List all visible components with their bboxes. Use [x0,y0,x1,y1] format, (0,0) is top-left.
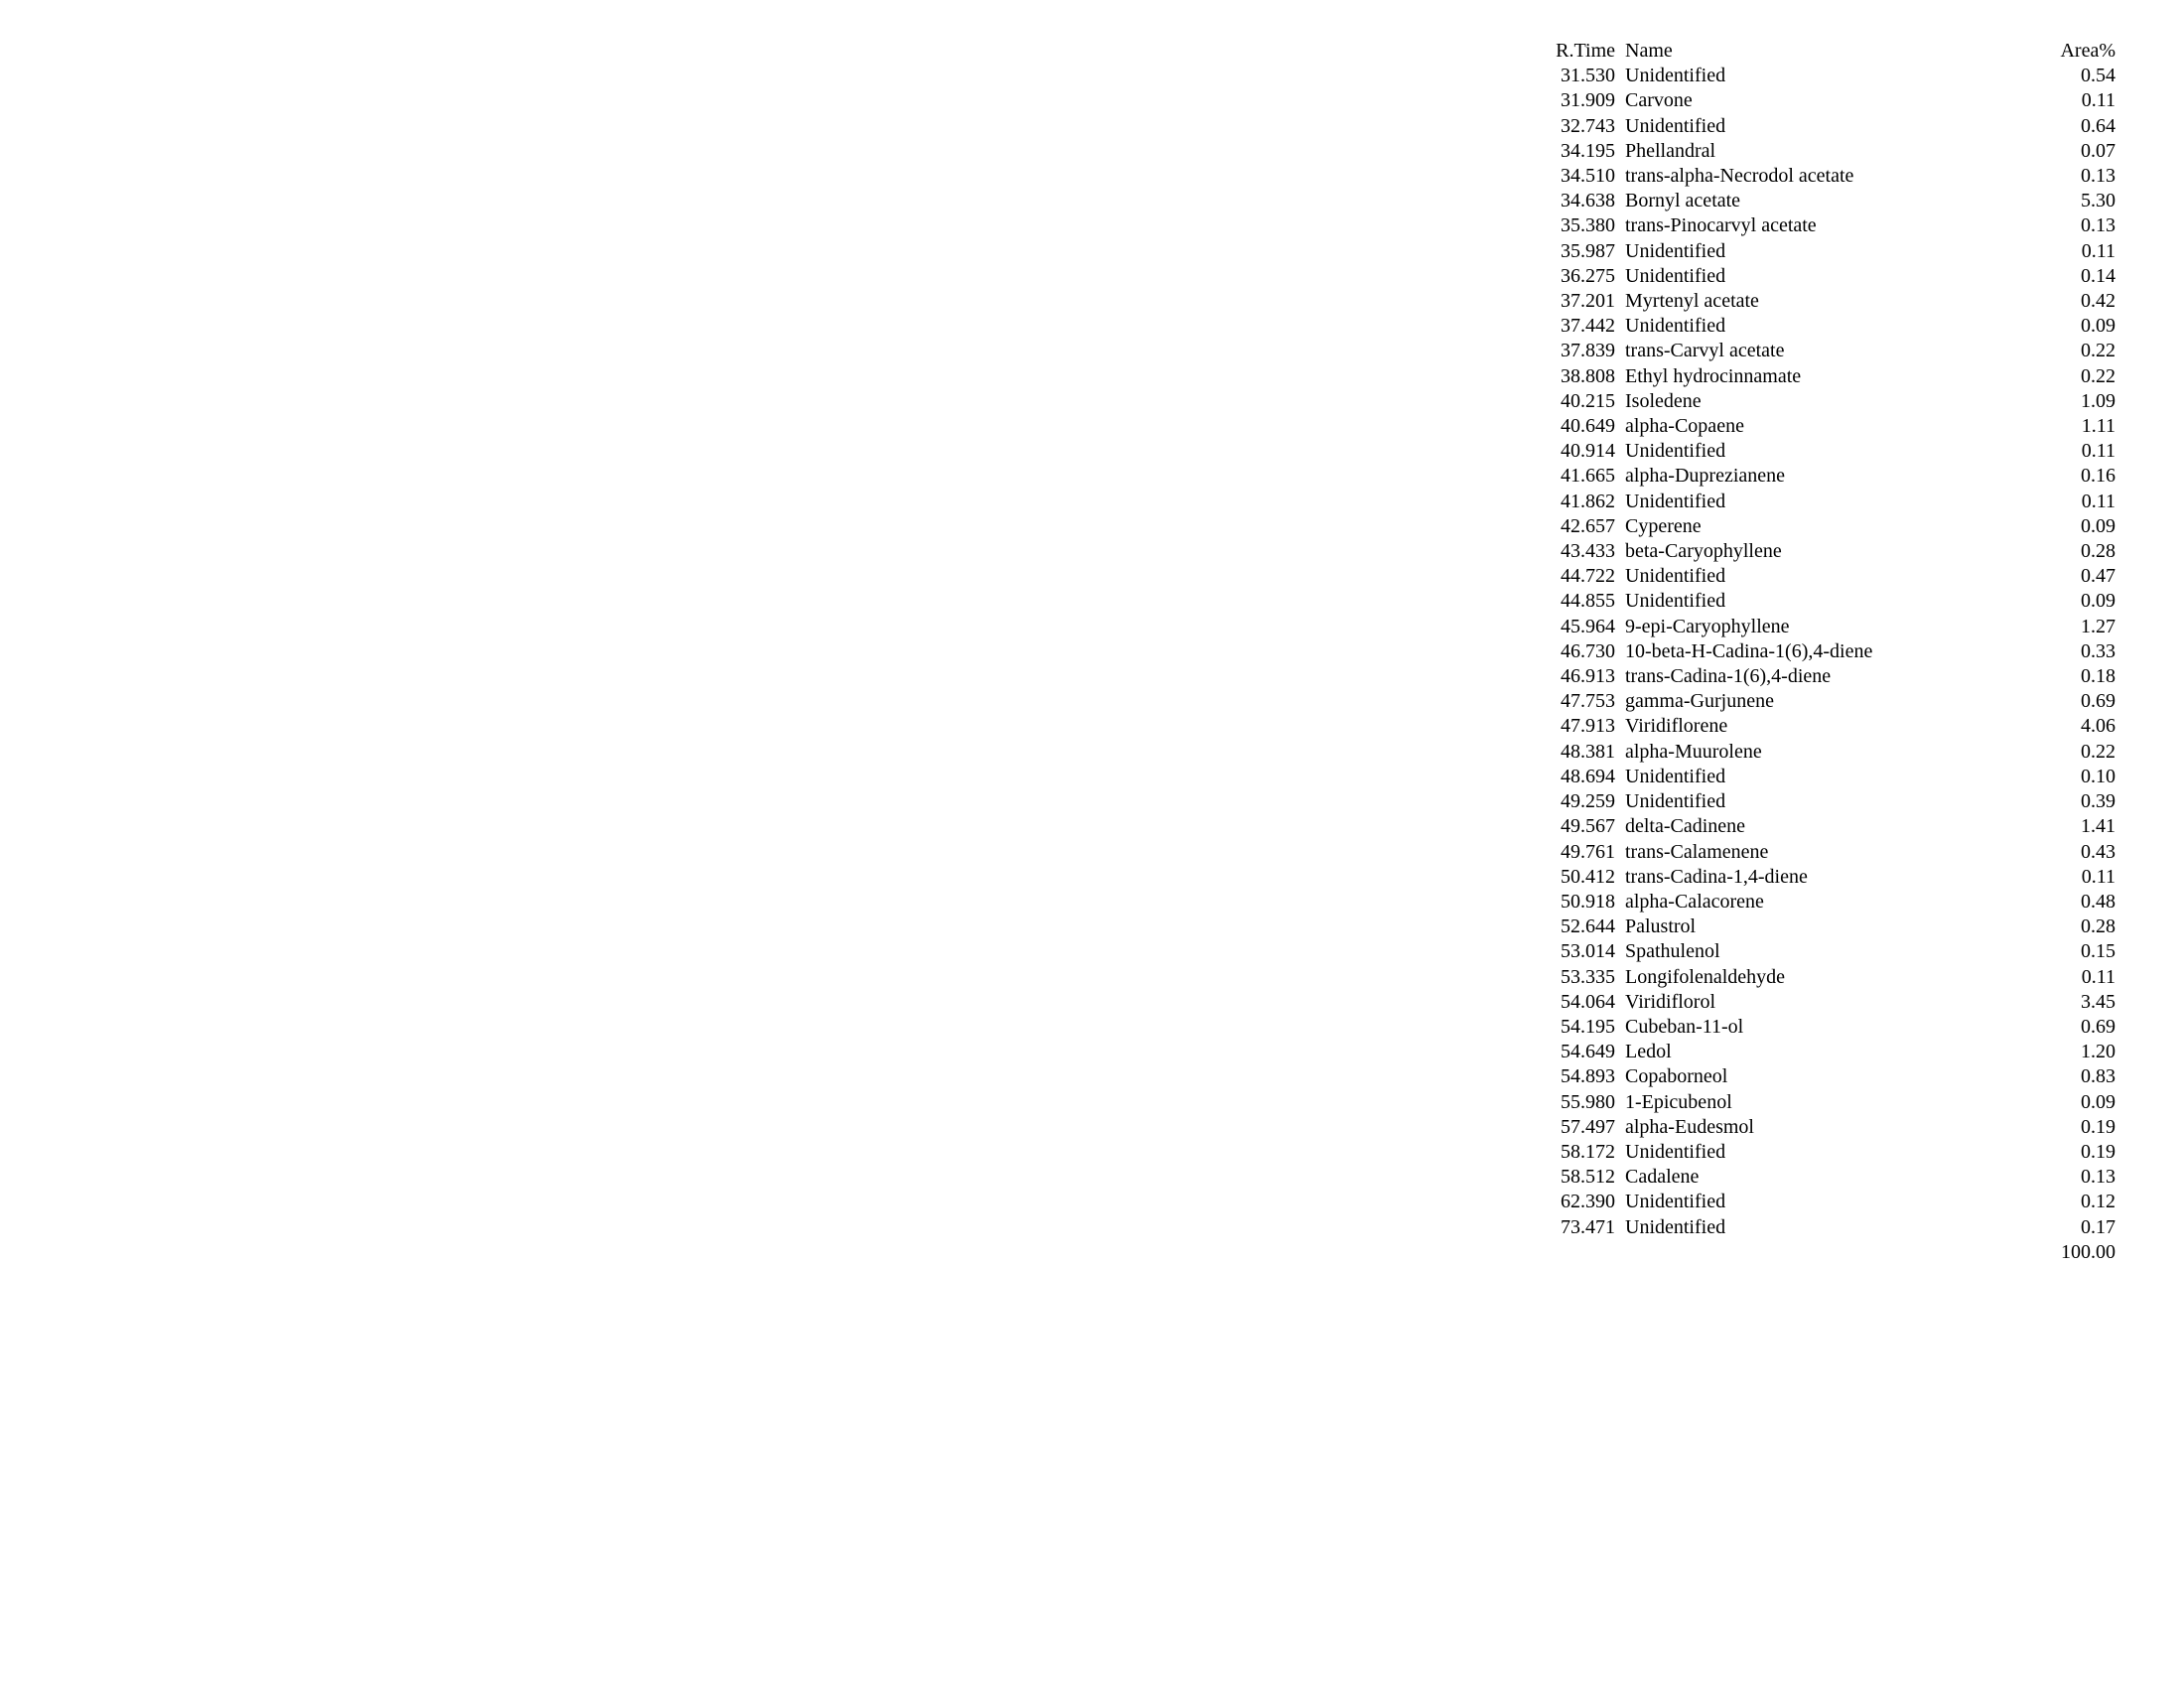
area-percent-cell: 0.10 [2081,765,2116,787]
compound-name-cell: trans-Cadina-1,4-diene [1625,865,1808,888]
table-row [1542,64,2116,88]
retention-time-cell: 45.964 [1561,615,1615,637]
area-percent-cell: 0.07 [2081,139,2116,162]
area-percent-cell: 0.28 [2081,915,2116,938]
area-percent-cell: 0.12 [2081,1191,2116,1213]
retention-time-cell: 37.201 [1561,290,1615,313]
compound-name-cell: 10-beta-H-Cadina-1(6),4-diene [1625,639,1873,662]
area-percent-cell: 0.11 [2081,239,2116,262]
retention-time-cell: 53.014 [1561,940,1615,963]
compound-name-cell: alpha-Copaene [1625,415,1744,438]
area-percent-cell: 1.09 [2081,389,2116,412]
table-row [1542,239,2116,264]
retention-time-cell: 50.918 [1561,890,1615,913]
compound-name-cell: Unidentified [1625,315,1726,338]
compound-name-cell: Carvone [1625,89,1693,112]
compound-name-cell: Isoledene [1625,389,1702,412]
retention-time-cell: 32.743 [1561,114,1615,137]
compound-name-cell: Spathulenol [1625,940,1720,963]
table-row [1542,1040,2116,1064]
table-row [1542,589,2116,614]
retention-time-cell: 54.893 [1561,1065,1615,1088]
area-percent-cell: 0.47 [2081,565,2116,588]
area-percent-cell: 0.48 [2081,890,2116,913]
table-row [1542,213,2116,238]
retention-time-cell: 46.730 [1561,639,1615,662]
area-percent-cell: 3.45 [2081,990,2116,1013]
table-row [1542,639,2116,664]
table-row [1542,88,2116,113]
table-row [1542,139,2116,164]
table-row [1542,289,2116,314]
compound-name-cell: Viridiflorol [1625,990,1716,1013]
compound-name-cell: Palustrol [1625,915,1697,938]
retention-time-cell: 50.412 [1561,865,1615,888]
compound-name-cell: Cubeban-11-ol [1625,1015,1744,1038]
retention-time-cell: 44.722 [1561,565,1615,588]
compound-name-cell: Viridiflorene [1625,715,1728,738]
area-percent-cell: 0.15 [2081,940,2116,963]
retention-time-cell: 34.510 [1561,165,1615,188]
total-empty-cell [1542,1240,1615,1265]
retention-time-cell: 55.980 [1561,1090,1615,1113]
compound-name-cell: alpha-Calacorene [1625,890,1764,913]
compound-name-cell: Ethyl hydrocinnamate [1625,364,1802,387]
compound-name-cell: gamma-Gurjunene [1625,690,1774,713]
area-percent-cell: 0.11 [2081,490,2116,512]
compound-name-cell: trans-Pinocarvyl acetate [1625,214,1817,237]
retention-time-cell: 73.471 [1561,1215,1615,1238]
table-row [1542,965,2116,990]
retention-time-cell: 52.644 [1561,915,1615,938]
compound-name-cell: Unidentified [1625,590,1726,613]
area-percent-cell: 0.39 [2081,790,2116,813]
table-row [1542,314,2116,339]
area-percent-cell: 0.22 [2081,740,2116,763]
area-percent-cell: 0.13 [2081,1166,2116,1189]
table-row [1542,189,2116,213]
table-row [1542,539,2116,564]
compound-name-cell: Unidentified [1625,1191,1726,1213]
compound-name-cell: Cadalene [1625,1166,1700,1189]
area-percent-cell: 0.09 [2081,590,2116,613]
retention-time-cell: 48.694 [1561,765,1615,787]
retention-time-cell: 47.913 [1561,715,1615,738]
total-row [1542,1240,2116,1265]
table-row [1542,714,2116,739]
retention-time-cell: 40.215 [1561,389,1615,412]
compound-name-cell: Unidentified [1625,239,1726,262]
retention-time-cell: 58.172 [1561,1140,1615,1163]
area-percent-cell: 0.22 [2081,340,2116,362]
table-header [1542,39,2116,64]
compound-name-cell: delta-Cadinene [1625,815,1746,838]
retention-time-cell: 40.914 [1561,440,1615,463]
compound-name-cell: Myrtenyl acetate [1625,290,1759,313]
retention-time-cell: 54.064 [1561,990,1615,1013]
retention-time-cell: 54.195 [1561,1015,1615,1038]
table-row [1542,789,2116,814]
compound-name-cell: Ledol [1625,1041,1672,1063]
retention-time-cell: 49.761 [1561,840,1615,863]
table-row [1542,990,2116,1015]
area-percent-cell: 0.54 [2081,65,2116,87]
table-row [1542,564,2116,589]
retention-time-cell: 35.987 [1561,239,1615,262]
retention-time-cell: 31.909 [1561,89,1615,112]
table-body [1542,64,2116,1240]
table-row [1542,414,2116,439]
table-row [1542,615,2116,639]
compound-name-cell: Unidentified [1625,440,1726,463]
area-percent-cell: 0.09 [2081,1090,2116,1113]
area-percent-cell: 0.69 [2081,1015,2116,1038]
area-percent-cell: 0.11 [2081,440,2116,463]
retention-time-cell: 37.839 [1561,340,1615,362]
table-row [1542,689,2116,714]
total-empty-cell [1615,1240,2020,1265]
compound-name-cell: Unidentified [1625,790,1726,813]
table-row [1542,914,2116,939]
area-percent-cell: 0.14 [2081,264,2116,287]
compound-name-cell: Longifolenaldehyde [1625,965,1786,988]
compound-name-cell: Unidentified [1625,114,1726,137]
area-percent-cell: 1.11 [2081,415,2116,438]
table-row [1542,1090,2116,1115]
compound-name-cell: beta-Caryophyllene [1625,540,1782,563]
compound-name-cell: trans-Cadina-1(6),4-diene [1625,665,1832,688]
area-percent-cell: 0.11 [2081,965,2116,988]
compound-name-cell: alpha-Duprezianene [1625,465,1786,488]
retention-time-cell: 53.335 [1561,965,1615,988]
area-percent-cell: 1.27 [2081,615,2116,637]
retention-time-cell: 34.638 [1561,190,1615,212]
area-percent-cell: 0.13 [2081,165,2116,188]
compound-name-cell: Unidentified [1625,65,1726,87]
area-percent-cell: 0.83 [2081,1065,2116,1088]
compound-name-cell: Unidentified [1625,264,1726,287]
table-row [1542,1215,2116,1240]
table-row [1542,514,2116,539]
retention-time-cell: 35.380 [1561,214,1615,237]
area-percent-cell: 0.42 [2081,290,2116,313]
retention-time-cell: 37.442 [1561,315,1615,338]
table-row [1542,164,2116,189]
retention-time-cell: 49.567 [1561,815,1615,838]
retention-time-cell: 46.913 [1561,665,1615,688]
compound-name-cell: Bornyl acetate [1625,190,1741,212]
compound-name-cell: Unidentified [1625,1140,1726,1163]
compound-name-cell: alpha-Eudesmol [1625,1115,1754,1138]
retention-time-cell: 54.649 [1561,1041,1615,1063]
table-row [1542,765,2116,789]
table-row [1542,114,2116,139]
area-percent-cell: 0.16 [2081,465,2116,488]
compound-name-cell: Phellandral [1625,139,1716,162]
retention-time-cell: 62.390 [1561,1191,1615,1213]
area-percent-cell: 0.64 [2081,114,2116,137]
compound-name-cell: Unidentified [1625,490,1726,512]
table-row [1542,740,2116,765]
header-retention-time: R.Time [1556,40,1615,62]
table-row [1542,1015,2116,1040]
compound-name-cell: trans-alpha-Necrodol acetate [1625,165,1854,188]
compound-name-cell: Unidentified [1625,565,1726,588]
retention-time-cell: 49.259 [1561,790,1615,813]
area-percent-cell: 0.11 [2081,865,2116,888]
compound-name-cell: trans-Carvyl acetate [1625,340,1785,362]
retention-time-cell: 42.657 [1561,514,1615,537]
compound-name-cell: 1-Epicubenol [1625,1090,1732,1113]
retention-time-cell: 44.855 [1561,590,1615,613]
retention-time-cell: 36.275 [1561,264,1615,287]
area-percent-cell: 0.19 [2081,1115,2116,1138]
retention-time-cell: 34.195 [1561,139,1615,162]
table-row [1542,389,2116,414]
area-percent-cell: 0.33 [2081,639,2116,662]
retention-time-cell: 58.512 [1561,1166,1615,1189]
area-percent-cell: 0.17 [2081,1215,2116,1238]
table-row [1542,814,2116,839]
table-footer [1542,1240,2116,1265]
table-row [1542,464,2116,489]
table-row [1542,890,2116,914]
compound-name-cell: trans-Calamenene [1625,840,1769,863]
header-name: Name [1625,40,1673,62]
header-area-percent: Area% [2060,40,2116,62]
compound-name-cell: Cyperene [1625,514,1702,537]
table-row [1542,1190,2116,1214]
retention-time-cell: 31.530 [1561,65,1615,87]
header-row [1542,39,2116,64]
retention-time-cell: 43.433 [1561,540,1615,563]
area-percent-cell: 0.69 [2081,690,2116,713]
retention-time-cell: 38.808 [1561,364,1615,387]
table-row [1542,939,2116,964]
area-percent-cell: 1.41 [2081,815,2116,838]
retention-time-cell: 47.753 [1561,690,1615,713]
table-row [1542,1064,2116,1089]
table-row [1542,664,2116,689]
area-percent-cell: 5.30 [2081,190,2116,212]
area-percent-cell: 0.11 [2081,89,2116,112]
area-percent-cell: 0.22 [2081,364,2116,387]
table-row [1542,1115,2116,1140]
table-row [1542,490,2116,514]
total-area-percent: 100.00 [2061,1240,2116,1263]
compound-name-cell: Copaborneol [1625,1065,1728,1088]
area-percent-cell: 0.18 [2081,665,2116,688]
area-percent-cell: 0.09 [2081,514,2116,537]
retention-time-cell: 40.649 [1561,415,1615,438]
table-row [1542,1140,2116,1165]
area-percent-cell: 0.28 [2081,540,2116,563]
table-row [1542,339,2116,363]
compound-name-cell: Unidentified [1625,1215,1726,1238]
peak-table [1542,39,2116,1265]
area-percent-cell: 0.09 [2081,315,2116,338]
table-row [1542,364,2116,389]
table-row [1542,264,2116,289]
area-percent-cell: 0.43 [2081,840,2116,863]
compound-name-cell: alpha-Muurolene [1625,740,1762,763]
area-percent-cell: 1.20 [2081,1041,2116,1063]
retention-time-cell: 48.381 [1561,740,1615,763]
area-percent-cell: 0.13 [2081,214,2116,237]
retention-time-cell: 41.665 [1561,465,1615,488]
table-row [1542,840,2116,865]
retention-time-cell: 41.862 [1561,490,1615,512]
table-row [1542,439,2116,464]
table-row [1542,1165,2116,1190]
retention-time-cell: 57.497 [1561,1115,1615,1138]
area-percent-cell: 0.19 [2081,1140,2116,1163]
compound-name-cell: Unidentified [1625,765,1726,787]
compound-name-cell: 9-epi-Caryophyllene [1625,615,1790,637]
area-percent-cell: 4.06 [2081,715,2116,738]
table-row [1542,865,2116,890]
